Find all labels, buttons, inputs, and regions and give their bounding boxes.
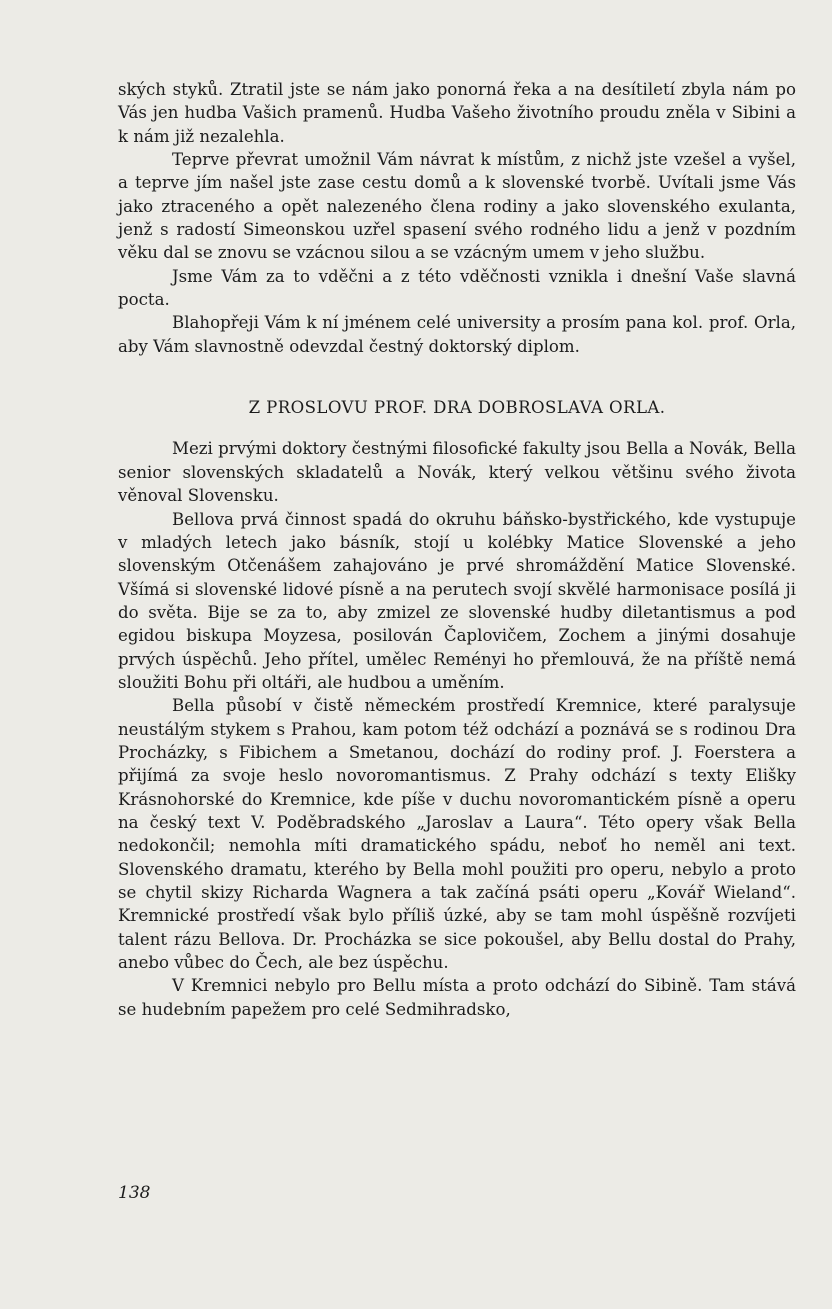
page-number: 138 <box>118 1183 151 1203</box>
paragraph: Jsme Vám za to vděčni a z této vděčnosti vznikla i dnešní Vaše slavná pocta. <box>118 266 796 310</box>
paragraph: Teprve převrat umožnil Vám návrat k místům, z nichž jste vzešel a vyšel, a teprve jím našel jste zase cestu domů a k slovenské tvorbě. Uvítali jsme Vás jako ztraceného a opět nalezeného člena rodiny a jako slovenského exulanta, jenž s radostí Simeonskou uzřel spasení svého rodného lidu a jenž v pozdním věku dal se znovu se vzácnou silou a se vzácným umem v jeho službu. <box>118 150 796 263</box>
body-text <box>118 78 796 1021</box>
paragraph: Bellova prvá činnost spadá do okruhu báňsko-bystřického, kde vystupuje v mladých letech jako básník, stojí u kolébky Matice Slovenské a jeho slovenským Otčenášem zahajováno je prvé shromáždění Matice Slovenské. Všímá si slovenské lidové písně a na perutech svojí skvělé harmonisace posílá ji do světa. Bije se za to, aby zmizel ze slovenské hudby diletantismus a pod egidou biskupa Moyzesa, posilován Čaplovičem, Zochem a jinými dosahuje prvých úspěchů. Jeho přítel, umělec Reményi ho přemlouvá, že na příště nemá sloužiti Bohu při oltáři, ale hudbou a uměním. <box>118 509 796 692</box>
paragraph: Blahopřeji Vám k ní jménem celé university a prosím pana kol. prof. Orla, aby Vám slavnostně odevzdal čestný doktorský diplom. <box>118 313 796 356</box>
paragraph: ských styků. Ztratil jste se nám jako ponorná řeka a na desítiletí zbyla nám po Vás jen hudba Vašich pramenů. Hudba Vašeho životního proudu zněla v Sibini a k nám již nezalehla. <box>118 80 796 146</box>
paragraph: Mezi prvými doktory čestnými filosofické fakulty jsou Bella a Novák, Bella senior slovenských skladatelů a Novák, který velkou většinu svého života věnoval Slovensku. <box>118 439 796 506</box>
section-heading: Z PROSLOVU PROF. DRA DOBROSLAVA ORLA. <box>248 398 666 418</box>
paragraph: Bella působí v čistě německém prostředí Kremnice, které paralysuje neustálým stykem s Prahou, kam potom též odchází a poznává se s rodinou Dra Procházky, s Fibichem a Smetanou, dochází do rodiny prof. J. Foerstera a přijímá za svoje heslo novoromantismus. Z Prahy odchází s texty Elišky Krásnohorské do Kremnice, kde píše v duchu novoromantickém písně a operu na český text V. Poděbradského „Jaroslav a Laura“. Této opery však Bella nedokončil; nemohla míti dramatického spádu, neboť ho neměl ani text. Slovenského dramatu, kterého by Bella mohl použiti pro operu, nebylo a proto se chytil skizy Richarda Wagnera a tak začíná psáti operu „Kovář Wieland“. Kremnické prostředí však bylo příliš úzké, aby se tam mohl úspěšně rozvíjeti talent rázu Bellova. Dr. Procházka se sice pokoušel, aby Bellu dostal do Prahy, anebo vůbec do Čech, ale bez úspěchu. <box>118 696 796 973</box>
paragraph: V Kremnici nebylo pro Bellu místa a proto odchází do Sibině. Tam stává se hudebním papežem pro celé Sedmihradsko, <box>118 976 796 1019</box>
